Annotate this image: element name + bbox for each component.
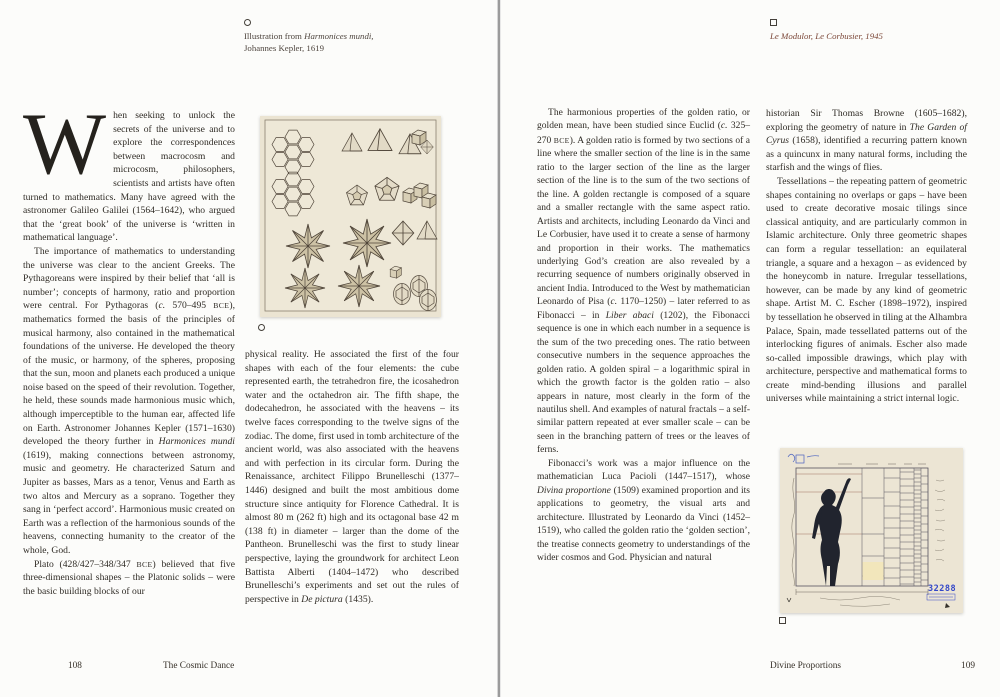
caption-kepler-line1: Illustration from Harmonices mundi, [244,31,374,41]
right-running-title: Divine Proportions [770,661,842,671]
paragraph: historian Sir Thomas Browne (1605–1682), exploring the geometry of nature in The Garden of Cyrus (1658), identified a recurring pattern known as a quincunx in many natural forms, including the starfish and the wings of flies. [766,108,967,174]
square-figure-marker-icon [770,19,777,26]
caption-modulor-line1: Le Modulor, Le Corbusier, 1945 [770,31,883,41]
page-gutter [498,0,500,697]
highlighted-cell [863,562,884,580]
left-page-number: 108 [68,661,82,671]
stamp-number: 32288 [928,584,957,594]
paragraph: Plato (428/427–348/347 BCE) believed that five three-dimensional shapes – the Platonic solids – were the basic building blocks of our [23,558,235,597]
kepler-plate-drawing [260,116,441,317]
right-page-column-1 [537,107,750,565]
paragraph: Tessellations – the repeating pattern of geometric shapes containing no overlaps or gaps – have been used to create decorative mosaic tilings since classical antiquity, and are particularly common in Islamic architecture. Only three geometric shapes can form a regular tessellation: an equilateral triangle, a square and a hexagon – as evidenced by the honeycomb in nature. Irregular tessellations, however, can be made by any kind of geometric shape. Artist M. C. Escher (1898–1972), inspired by tessellation he observed in tiling at the Alhambra Palace, Spain, made tessellated patterns out of the interlocking figures of animals. Escher also made so-called impossible drawings, which play with architecture, perspective and mathematical forms to create mind-bending illusions and parallel universes while maintaining a strict internal logic. [766,175,968,405]
paragraph: When seeking to unlock the secrets of the universe and to explore the correspondences between macrocosm and microcosm, philosophers, scientists and artists have often turned to mathematics. Many have agreed with the astronomer Galileo Galilei (1564–1642), who argued that the ‘great book’ of the universe is ‘written in mathematical language’. [23,96,235,244]
kepler-harmonices-figure [260,116,441,317]
square-figure-marker-icon [779,617,786,624]
paragraph: physical reality. He associated the first of the four shapes with each of the four elements: the cube represented earth, the tetrahedron fire, the icosahedron water and the octahedron air. The fifth shape, the dodecahedron, he associated with the heavens – its twelve faces corresponding to the twelve signs of the zodiac. The dome, first used in tomb architecture of the ancient world, was also associated with the heavens and with perfection in its circular form. During the Renaissance, architect Filippo Brunelleschi (1377–1446) designed and built the most ambitious dome structure since antiquity for Florence Cathedral. It is almost 80 m (262 ft) high and its octagonal base 42 m (138 ft) in diameter – larger than the dome of the Pantheon. Brunelleschi was the first to study linear perspective, laying the groundwork for architect Leon Battista Alberti (1404–1472) who described Brunelleschi’s experiments and set out the rules of perspective in De pictura (1435). [245,349,459,605]
figure-caption-kepler [244,19,474,54]
paragraph: The harmonious properties of the golden ratio, or golden mean, have been studied since Euclid (c. 325–270 BCE). A golden ratio is formed by two sections of a line where the smaller section of the line is in the same ratio to the larger section of the line as the larger section of the line is to the sum of the two sections of the line. A golden rectangle is composed of a square and a smaller rectangle with the same aspect ratio. Artists and architects, including Leonardo da Vinci and Le Corbusier, have used it to create a sense of harmony and proportion in their works. The mathematics underlying God’s creation are also revealed by a recurring sequence of numbers originally observed in ancient India. Introduced to the West by mathematician Leonardo of Pisa (c. 1170–1250) – later referred to as Fibonacci – in Liber abaci (1202), the Fibonacci sequence is one in which each number in a sequence is the sum of the two preceding ones. The ratio between consecutive numbers in the sequence approaches the golden ratio. A golden spiral – a logarithmic spiral in which the growth factor is the golden ratio – also appears in nature, most clearly in the form of the nautilus shell. And examples of natural fractals – a self-similar pattern repeated at ever smaller scale – can be seen in the branching pattern of trees or the leaves of ferns. [537,108,750,456]
drop-cap: W [23,96,107,193]
left-page-column-2 [245,348,459,606]
figure-caption-modulor [770,19,990,42]
modulor-drawing [780,448,963,613]
paragraph: Fibonacci’s work was a major influence on the mathematician Luca Pacioli (1447–1517), whose Divina proportione (1509) examined proportion and its applications to geometry, the visual arts and architecture. Illustrated by Leonardo da Vinci (1452–1519), who called the golden ratio the ‘golden section’, the treatise connects geometry to understandings of the wider cosmos and God. Physician and natural [537,458,750,563]
modulor-corbusier-figure [780,448,963,613]
circle-figure-marker-icon [258,324,265,331]
paragraph: The importance of mathematics to understanding the universe was clear to the ancient Greeks. The Pythagoreans were inspired by their belief that ‘all is number’; concepts of harmony, ratio and proportion were central. For Pythagoras (c. 570–495 BCE), mathematics formed the basis of the principles of musical harmony, also contained in the mathematical foundations of the universe. He developed the theory of the music, or harmony, of the spheres, proposing that the sun, moon and planets each produced a unique noise based on the speed of their revolution. Together, he held, these sounds made harmonious music which, although imperceptible to the human ear, affected life on Earth. Astronomer Johannes Kepler (1571–1630) developed the theory further in Harmonices mundi (1619), making connections between astronomy, music and geometry. He characterized Saturn and Jupiter as basses, Mars as a tenor, Venus and Earth as two altos and Mercury as a soprano. Together they sang in ‘perfect accord’. Harmonious music created on Earth was a reflection of the harmonious sounds of the heavens, connecting humanity to the creator of the whole, God. [23,245,236,556]
caption-kepler-line2: Johannes Kepler, 1619 [244,43,325,54]
right-page-number: 109 [961,661,975,671]
left-running-title: The Cosmic Dance [163,661,235,671]
circle-figure-marker-icon [244,19,251,26]
right-page-column-2 [766,107,967,406]
left-page-column-1 [23,96,236,598]
